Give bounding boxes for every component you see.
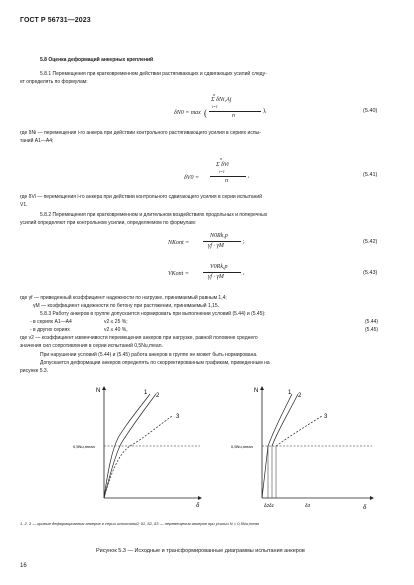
equation-number: (5.45) <box>365 327 379 333</box>
fraction-denominator: n <box>225 178 228 184</box>
paragraph-line: где δNi — перемещения i-го анкера при действии контрольного растягивающего усилия в сериях испы- <box>20 130 261 136</box>
paragraph-line: значения сил сопротивления в серии испытаний 0,5Nu,mean. <box>20 343 163 349</box>
section-heading: 5.8 Оценка деформаций анкерных креплений <box>40 57 154 63</box>
equation-number: (5.41) <box>363 172 378 178</box>
fraction-denominator: γf · γM <box>208 243 224 249</box>
curve-label-2: 2 <box>156 393 160 399</box>
fraction-denominator: γf · γM <box>208 274 224 280</box>
left-x-axis-label: δ <box>196 503 200 509</box>
sum-upper: n <box>213 92 215 97</box>
paragraph-line: усилий определяют при контрольном усилии, определяемом по формулам: <box>20 220 197 226</box>
paragraph-line: γM — коэффициент надежности по бетону при растяжении, принимаемый 1,15. <box>33 303 220 309</box>
page-number: 16 <box>20 563 27 569</box>
sum-lower: i=1 <box>219 169 225 174</box>
curve-3 <box>104 416 172 498</box>
formula-tail: , <box>243 270 245 276</box>
formula-tail: ; <box>243 239 245 245</box>
curve-label-1: 1 <box>144 390 148 396</box>
fraction-denominator: n <box>232 113 235 119</box>
paragraph-line: рисунке 5.3. <box>20 368 49 374</box>
formula-open-paren: ( <box>204 108 207 118</box>
list-item-condition: v2 ≤ 25 %; <box>104 319 128 325</box>
paragraph-line: V1. <box>20 202 28 208</box>
paragraph-line: 5.8.2 Перемещения при кратковременном и длительном воздействиях продольных и поперечных <box>40 212 268 218</box>
curve-label-3: 3 <box>176 414 180 420</box>
right-curve-label-1: 1 <box>288 390 292 396</box>
paragraph-line: таний А1—А4; <box>20 138 54 144</box>
right-x-axis-label: δ <box>363 505 367 511</box>
figure-5-3 <box>0 380 414 520</box>
paragraph-line: ет определять по формулам: <box>20 79 88 85</box>
formula-lhs: VKont = <box>168 271 189 277</box>
right-diagram <box>231 388 372 511</box>
right-curve-1 <box>268 394 292 446</box>
equation-number: (5.43) <box>363 270 378 276</box>
sum-lower: i=1 <box>212 104 218 109</box>
document-id: ГОСТ Р 56731—2023 <box>20 17 91 24</box>
figure-legend: 1, 2, 3 — кривые деформирования анкеров в серии испытаний; δ1, δ2, δ3 — перемещения анкеров при усилии N = 0,5Nu,mean <box>20 521 260 526</box>
formula-lhs: NKont = <box>168 240 190 246</box>
fraction-numerator: V0Rk,p <box>210 264 228 270</box>
formula-lhs: δV0 = <box>184 175 200 181</box>
formula-tail: , <box>248 173 250 179</box>
fraction-bar <box>203 241 241 242</box>
delta-marks: δ2δ1 <box>264 503 275 508</box>
formula-lhs: δN0 = max <box>174 110 201 116</box>
paragraph-line: 5.8.1 Перемещения при кратковременном действии растягивающих и сдвигающих усилий следу- <box>40 71 267 77</box>
list-item-condition: v2 ≤ 40 %, <box>104 327 128 333</box>
fraction-bar <box>209 111 261 112</box>
list-item-label: - в сериях А1—А4 <box>30 319 72 325</box>
formula-tail: ), <box>263 108 267 114</box>
right-y-axis-label: N <box>254 388 259 394</box>
fraction-bar <box>210 176 246 177</box>
paragraph-line: где γf — приведенный коэффициент надежности по нагрузке, принимаемый равным 1,4; <box>20 295 227 301</box>
fraction-numerator: N0Rk,p <box>210 233 228 239</box>
left-level-label: 0,5Nu,mean <box>73 444 95 449</box>
paragraph-line: где δVi — перемещения i-го анкера при действии контрольного сдвигающего усилия в серии испытаний <box>20 194 263 200</box>
sum-body: Σ δNi,Aj <box>211 97 232 103</box>
right-curve-label-2: 2 <box>298 393 302 399</box>
sum-upper: n <box>220 156 222 161</box>
paragraph-line: Допускается деформации анкеров определять по скорректированным графикам, приведенным на <box>40 360 270 366</box>
left-diagram <box>73 388 200 509</box>
right-curve-2 <box>272 394 298 446</box>
left-y-axis-label: N <box>96 388 101 394</box>
right-elastic-line <box>262 446 268 498</box>
delta3-label: δ3 <box>305 503 311 508</box>
right-curve-3 <box>276 416 322 446</box>
figure-caption: Рисунок 5.3 — Исходные и трансформированные диаграммы испытания анкеров <box>96 548 305 554</box>
equation-number: (5.40) <box>363 108 378 114</box>
equation-number: (5.42) <box>363 239 378 245</box>
paragraph-line: 5.8.3 Работу анкеров в группе допускается нормировать при выполнении условий (5.44) и (5.45): <box>40 311 266 317</box>
fraction-bar <box>203 272 241 273</box>
equation-number: (5.44) <box>365 319 379 325</box>
paragraph-line: где v2 — коэффициент изменчивости перемещения анкеров при нагрузке, равной половине среднего <box>20 335 258 341</box>
sum-body: Σ δVi <box>216 162 229 168</box>
list-item-label: - в других сериях <box>30 327 70 333</box>
paragraph-line: При нарушении условий (5.44) и (5.45) работа анкеров в группе не может быть нормирована. <box>40 352 258 358</box>
right-curve-label-3: 3 <box>324 414 328 420</box>
right-level-label: 0,5Nu,mean <box>231 444 253 449</box>
